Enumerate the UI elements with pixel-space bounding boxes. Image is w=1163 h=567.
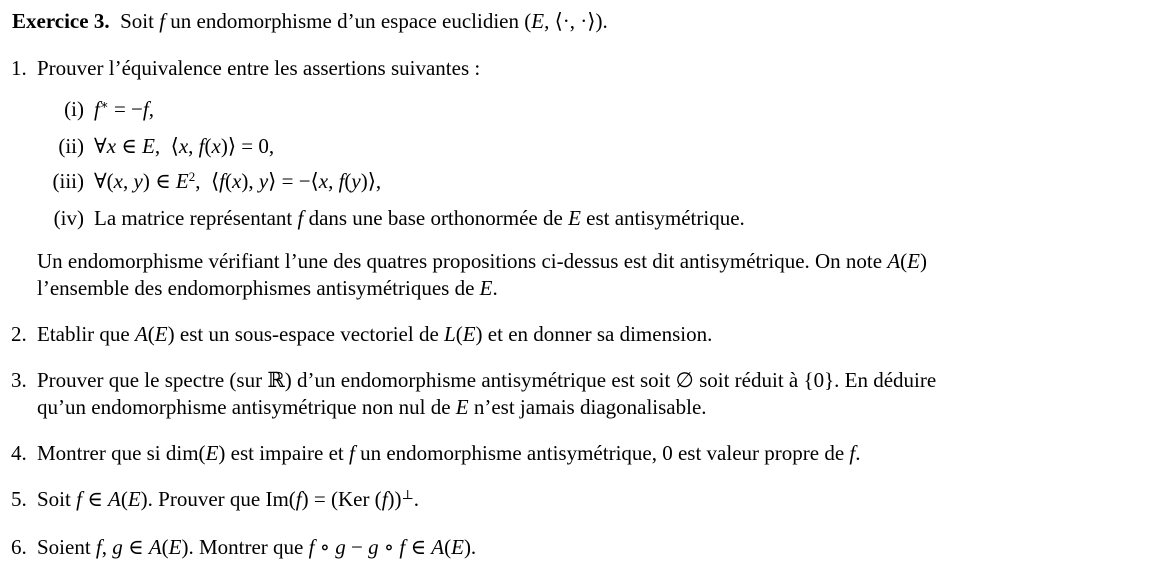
assertion-i-label: (i) — [64, 97, 84, 121]
item-5-number: 5. — [11, 487, 27, 511]
assertion-ii-text: ∀x ∈ E, ⟨x, f(x)⟩ = 0, — [94, 134, 275, 158]
exercise-item-3 — [11, 367, 1137, 421]
exercise-item-2 — [11, 321, 1137, 348]
item-4-text: Montrer que si dim(E) est impaire et f un endomorphisme antisymétrique, 0 est valeur propre de f. — [37, 441, 861, 465]
item-2-text: Etablir que A(E) est un sous-espace vectoriel de L(E) et en donner sa dimension. — [37, 322, 713, 346]
exercise-item-4 — [11, 440, 1137, 467]
assertion-item-iv — [37, 205, 1137, 232]
assertion-iv-label: (iv) — [53, 206, 84, 230]
item-2-number: 2. — [11, 322, 27, 346]
antisymmetric-definition-note: Un endomorphisme vérifiant l’une des quatres propositions ci-dessus est dit antisymétrique. On note A(E) l’ensemble des endomorphismes antisymétriques de E. — [37, 249, 927, 300]
exercise-item-1 — [11, 55, 1137, 302]
assertion-ii-label: (ii) — [58, 134, 84, 158]
item-1-body — [37, 55, 1137, 302]
assertion-item-i — [37, 96, 1137, 125]
item-4-number: 4. — [11, 441, 27, 465]
assertion-item-ii — [37, 133, 1137, 160]
item-5-text: Soit f ∈ A(E). Prouver que Im(f) = (Ker (f))⊥. — [37, 486, 420, 511]
assertion-iv-text: La matrice représentant f dans une base orthonormée de E est antisymétrique. — [94, 206, 745, 230]
item-3-number: 3. — [11, 368, 27, 392]
item-6-text: Soient f, g ∈ A(E). Montrer que f ∘ g − g ∘ f ∈ A(E). — [37, 535, 477, 559]
item-1-number: 1. — [11, 56, 27, 80]
exercise-title: Exercice 3. Soit f un endomorphisme d’un espace euclidien (E, ⟨·, ·⟩). — [12, 9, 608, 33]
assertion-item-iii — [37, 168, 1137, 197]
assertion-i-text: f∗ = −f, — [94, 96, 154, 121]
item-6-number: 6. — [11, 535, 27, 559]
assertion-iii-label: (iii) — [52, 169, 84, 193]
exercise-item-5 — [11, 486, 1137, 515]
item-3-text: Prouver que le spectre (sur ℝ) d’un endomorphisme antisymétrique est soit ∅ soit réduit à {0}. En déduire qu’un endomorphisme antisymétrique non nul de E n’est jamais diagonalisable. — [37, 368, 937, 419]
item-1-text: Prouver l’équivalence entre les assertions suivantes : — [37, 56, 481, 80]
assertion-iii-text: ∀(x, y) ∈ $E^2$, ⟨f(x), y⟩ = −⟨x, f(y)⟩, — [94, 168, 382, 193]
exercise-item-6 — [11, 534, 1137, 561]
assertion-list — [37, 96, 1137, 232]
